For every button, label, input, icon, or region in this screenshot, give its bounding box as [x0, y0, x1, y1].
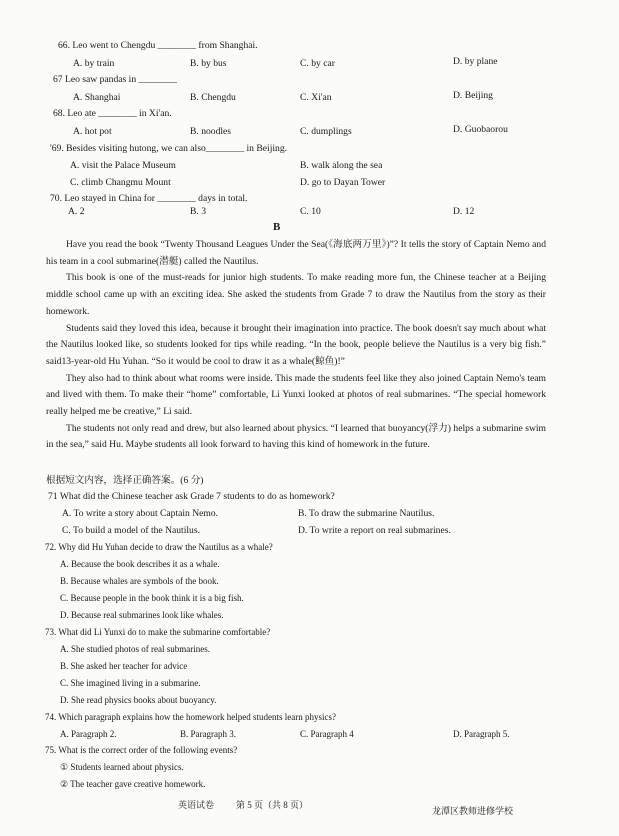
q74-option-b: B. Paragraph 3.: [180, 729, 236, 739]
passage-paragraph-5: The students not only read and drew, but also learned about physics. “I learned that buoyancy(浮力) helps a submarine swim in the sea,” said Hu. Maybe students all look forward to having this kind of homework in the future.: [46, 422, 546, 451]
q70-option-a: A. 2: [68, 206, 85, 217]
q75-event-2: ② The teacher gave creative homework.: [60, 779, 206, 789]
question-66-stem: 66. Leo went to Chengdu ________ from Shanghai.: [58, 40, 258, 51]
q72-option-b: B. Because whales are symbols of the book.: [60, 576, 219, 586]
q69-option-b: B. walk along the sea: [300, 160, 383, 171]
q69-option-a: A. visit the Palace Museum: [70, 160, 176, 171]
q71-option-d: D. To write a report on real submarines.: [298, 525, 451, 536]
q70-option-b: B. 3: [190, 206, 206, 217]
q67-option-b: B. Chengdu: [190, 92, 236, 103]
question-72-stem: 72. Why did Hu Yuhan decide to draw the Nautilus as a whale?: [45, 542, 273, 552]
q66-option-c: C. by car: [300, 58, 335, 69]
q70-option-d: D. 12: [453, 206, 475, 217]
question-73-stem: 73. What did Li Yunxi do to make the submarine comfortable?: [45, 627, 271, 637]
question-74-stem: 74. Which paragraph explains how the homework helped students learn physics?: [45, 712, 337, 722]
question-70-stem: 70. Leo stayed in China for ________ days in total.: [50, 193, 248, 204]
q73-option-b: B. She asked her teacher for advice: [60, 661, 188, 671]
footer-subject: 英语试卷: [178, 800, 215, 810]
instruction-text: 根据短文内容，选择正确答案。(6 分): [46, 475, 204, 486]
q72-option-d: D. Because real submarines look like whales.: [60, 610, 224, 620]
passage-paragraph-4: They also had to think about what rooms were inside. This made the students feel like they also joined Captain Nemo's team and lived with them. To make their “home” comfortable, Li Yunxi looked at photos of real submarines. “The special homework really helped me be creative,” Li said.: [46, 372, 546, 418]
reading-passage: [46, 237, 546, 454]
q73-option-d: D. She read physics books about buoyancy.: [60, 695, 217, 705]
q72-option-c: C. Because people in the book think it is a big fish.: [60, 593, 244, 603]
q67-option-c: C. Xi'an: [300, 92, 332, 103]
q70-option-c: C. 10: [300, 206, 321, 217]
question-71-stem: 71 What did the Chinese teacher ask Grade 7 students to do as homework?: [48, 491, 335, 502]
q67-option-d: D. Beijing: [453, 90, 493, 101]
q69-option-d: D. go to Dayan Tower: [300, 177, 386, 188]
q74-option-c: C. Paragraph 4: [300, 729, 354, 739]
q68-option-c: C. dumplings: [300, 126, 352, 137]
question-69-stem: '69. Besides visiting hutong, we can also________ in Beijing.: [50, 143, 288, 154]
q68-option-b: B. noodles: [190, 126, 232, 137]
q66-option-b: B. by bus: [190, 58, 227, 69]
q74-option-d: D. Paragraph 5.: [453, 729, 510, 739]
q75-event-1: ① Students learned about physics.: [60, 762, 184, 772]
q69-option-c: C. climb Changmu Mount: [70, 177, 171, 188]
q73-option-a: A. She studied photos of real submarines.: [60, 644, 210, 654]
q71-option-b: B. To draw the submarine Nautilus.: [298, 508, 435, 519]
q68-option-a: A. hot pot: [73, 126, 112, 137]
q71-option-c: C. To build a model of the Nautilus.: [62, 525, 200, 536]
q66-option-a: A. by train: [73, 58, 115, 69]
footer-school-name: 龙潭区教师进修学校: [432, 806, 514, 816]
q74-option-a: A. Paragraph 2.: [60, 729, 117, 739]
q68-option-d: D. Guobaorou: [453, 124, 508, 135]
passage-paragraph-2: This book is one of the must-reads for junior high students. To make reading more fun, the Chinese teacher at a Beijing middle school came up with an exciting idea. She asked the students from Grade 7 to draw the Nautilus from the story as their homework.: [46, 272, 546, 317]
question-75-stem: 75. What is the correct order of the following events?: [45, 745, 238, 755]
passage-paragraph-3: Students said they loved this idea, because it brought their imagination into practice. The book doesn't say much about what the Nautilus looked like, so students looked for tips while reading. “In the book, people believe the Nautilus is a very big fish.” said13-year-old Hu Yuhan. “So it would be cool to draw it as a whale(鲸鱼)!”: [46, 322, 546, 367]
question-68-stem: 68. Leo ate ________ in Xi'an.: [53, 108, 172, 119]
q66-option-d: D. by plane: [453, 56, 498, 67]
q73-option-c: C. She imagined living in a submarine.: [60, 678, 201, 688]
passage-paragraph-1: Have you read the book “Twenty Thousand Leagues Under the Sea(《海底两万里》)”? It tells the story of Captain Nemo and his team in a cool submarine(潜艇) called the Nautilus.: [46, 239, 546, 267]
footer-page-number: 第 5 页（共 8 页）: [236, 800, 309, 810]
section-heading-b: B: [273, 221, 281, 233]
q72-option-a: A. Because the book describes it as a whale.: [60, 559, 220, 569]
q71-option-a: A. To write a story about Captain Nemo.: [62, 508, 219, 519]
question-67-stem: 67 Leo saw pandas in ________: [53, 74, 177, 85]
q67-option-a: A. Shanghai: [73, 92, 121, 103]
